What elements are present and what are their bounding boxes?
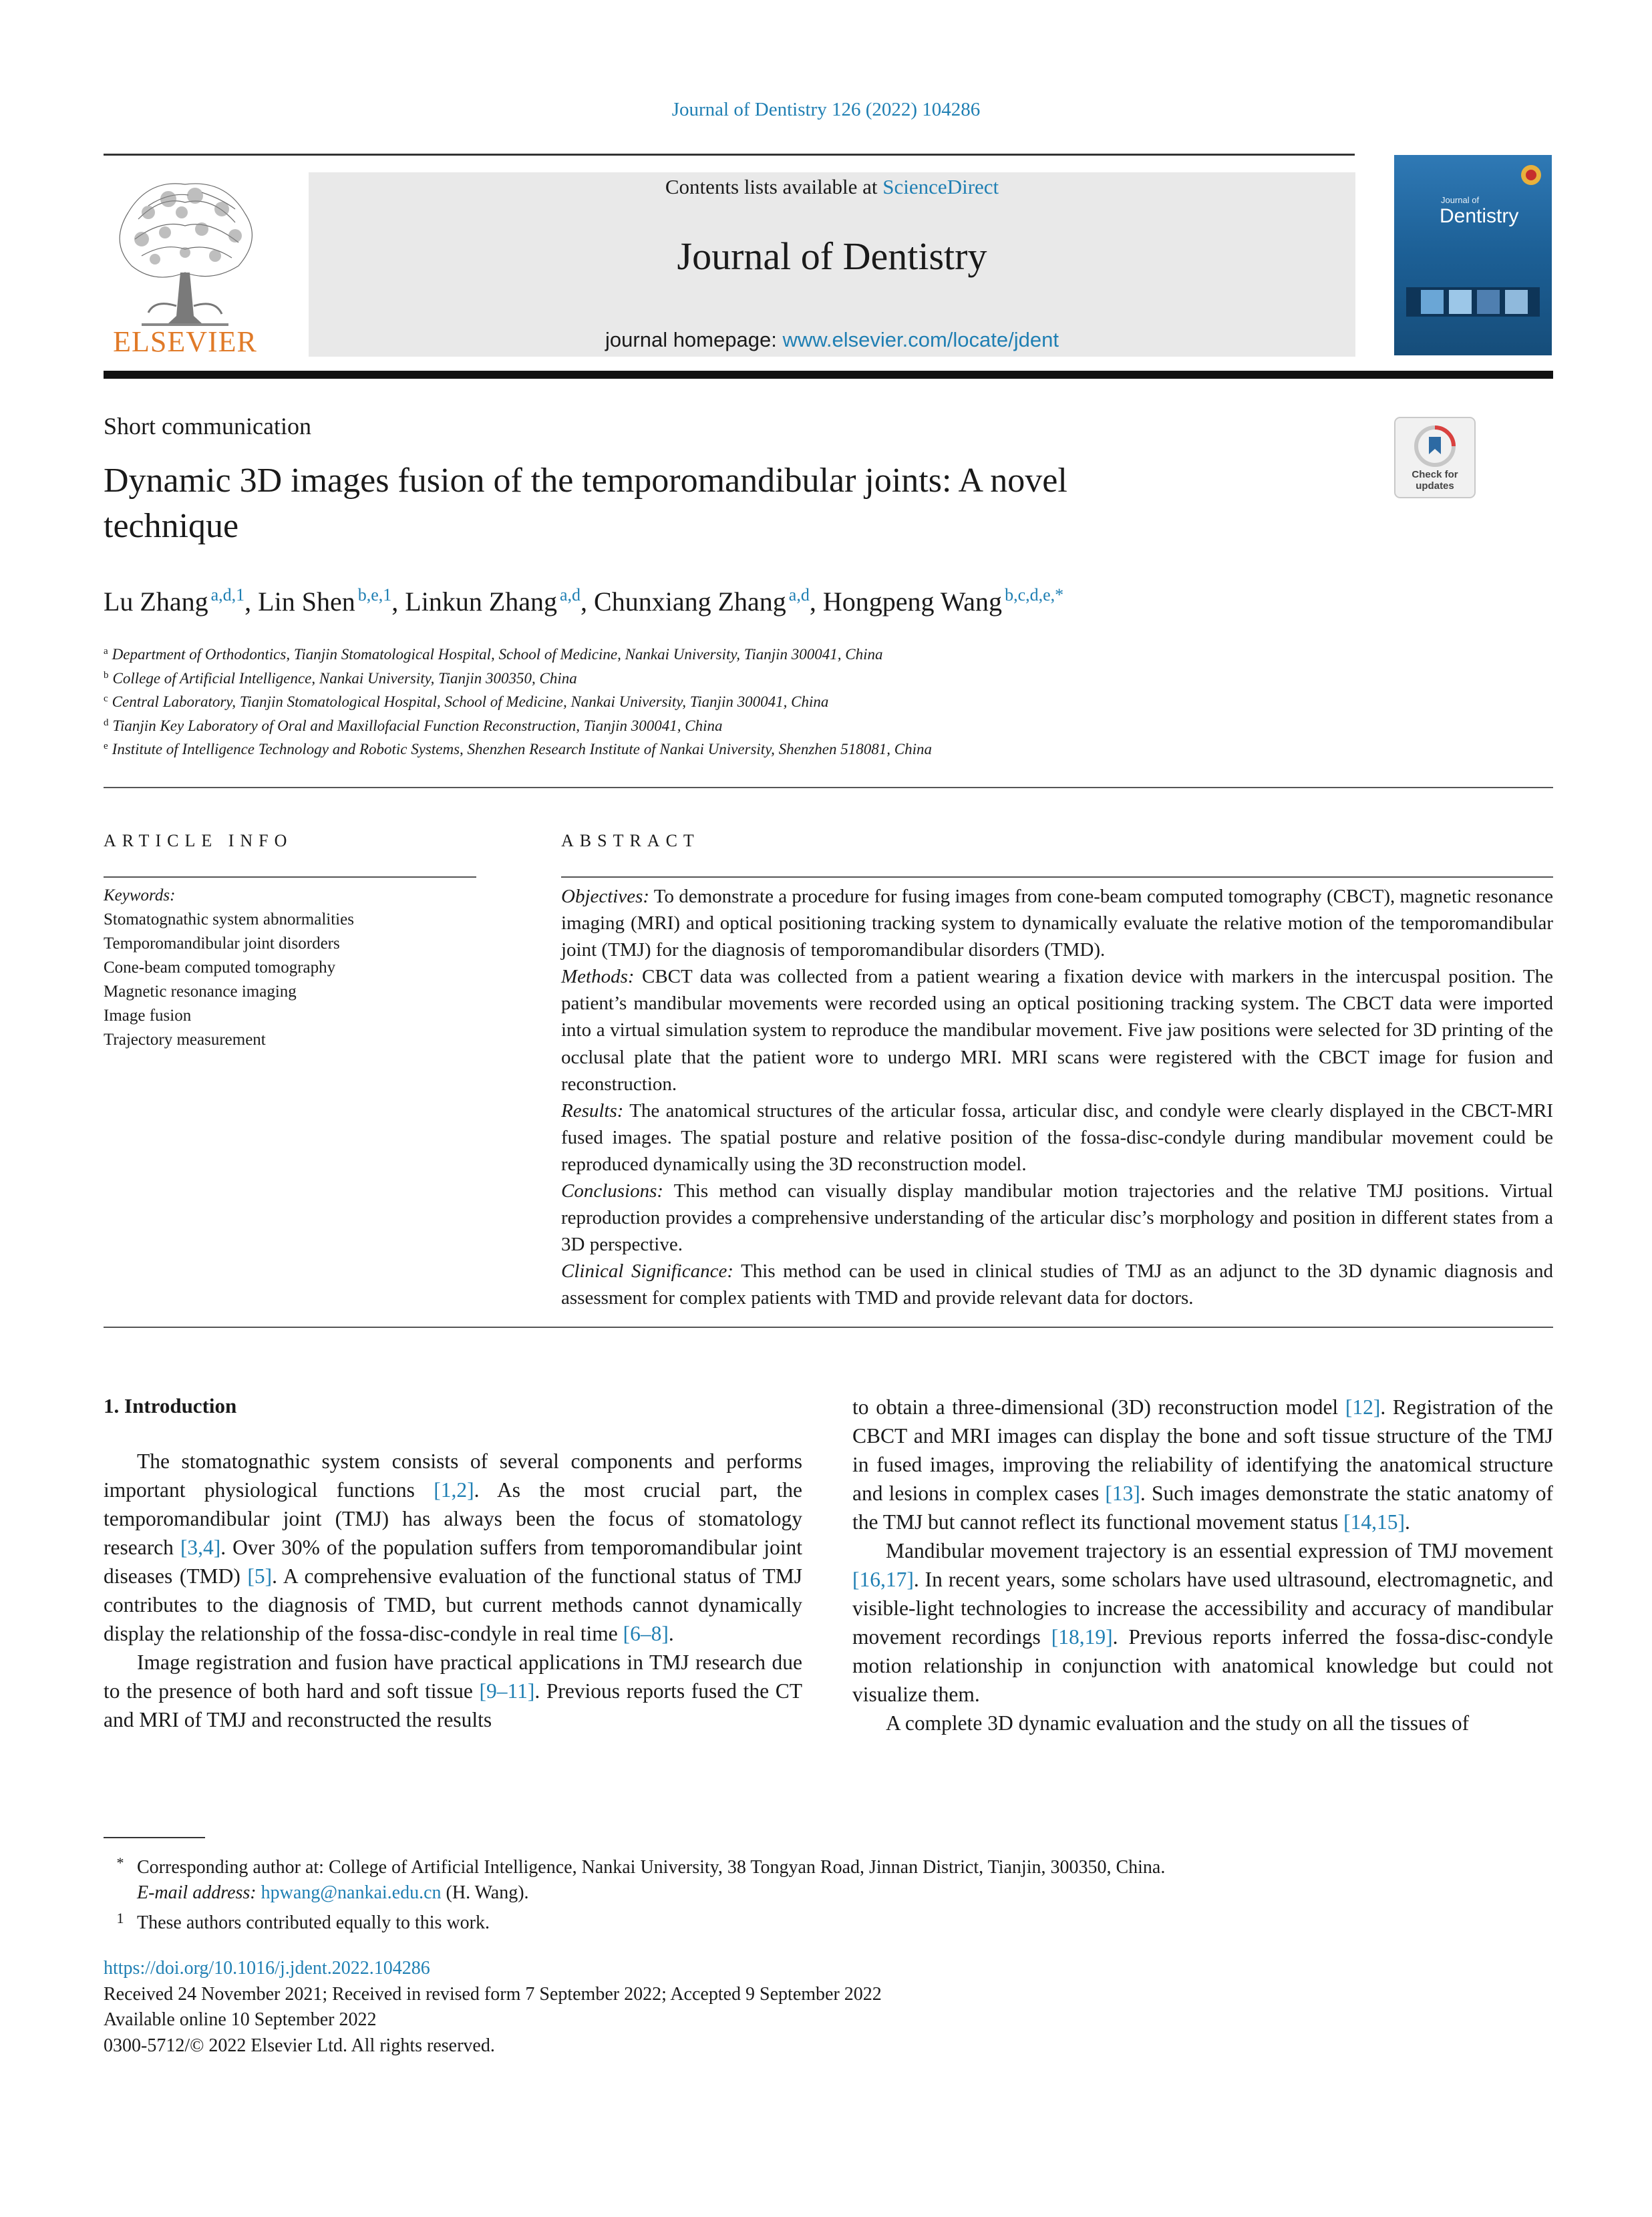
affiliation-text: Institute of Intelligence Technology and Robotic Systems, Shenzhen Research Institute of Nankai University, Shenzhen 518081, China — [112, 741, 932, 757]
author-list: Lu Zhang $^{a,d,1}$, Lin Shen $^{b,e,1}$, Linkun Zhang $^{a,d}$, Chunxiang Zhang $^{a,d}$, Hongpeng Wang $^{b,c,d,e,*}$ — [104, 585, 1064, 617]
publication-info — [104, 1956, 882, 2059]
affiliation-text: Tianjin Key Laboratory of Oral and Maxillofacial Function Reconstruction, Tianjin 300041, China — [112, 717, 723, 734]
homepage-link[interactable]: www.elsevier.com/locate/jdent — [782, 328, 1059, 351]
body-text: . Previous reports inferred the fossa-disc-condyle motion relationship in conjunction with anatomical knowledge but could not visualize them. — [852, 1625, 1554, 1706]
affiliation-mark: b — [104, 669, 109, 681]
affiliation-mark: d — [104, 717, 109, 728]
email-suffix: (H. Wang). — [441, 1882, 529, 1903]
author — [405, 586, 581, 617]
abstract-bottom-rule — [104, 1327, 1553, 1328]
keyword[interactable]: Stomatognathic system abnormalities — [104, 910, 354, 928]
check-updates-label: Check for updates — [1412, 469, 1458, 492]
citation-link[interactable]: [13] — [1105, 1482, 1140, 1505]
author-affiliation-marks[interactable]: b,c,d,e,* — [1005, 585, 1064, 605]
citation-link[interactable]: [3,4] — [180, 1536, 221, 1559]
article-info-heading: ARTICLE INFO — [104, 831, 293, 850]
abstract-text: To demonstrate a procedure for fusing images from cone-beam computed tomography (CBCT), magnetic resonance imaging (MRI) and optical positioning tracking system to dynamically evaluate the relative motion of the temporomandibular joint (TMJ) for the diagnosis of temporomandibular disorders (TMD). — [561, 886, 1553, 961]
footnote-mark: * — [116, 1854, 124, 1871]
author-affiliation-marks[interactable]: a,d — [560, 585, 581, 605]
keyword[interactable]: Magnetic resonance imaging — [104, 983, 297, 1001]
body-paragraph — [852, 1536, 1553, 1709]
homepage-line — [309, 328, 1355, 352]
header-rule — [104, 154, 1355, 156]
body-text: . As the most crucial part, the temporomandibular joint (TMJ) has always been the focus of stomatology research — [104, 1478, 802, 1559]
citation-link[interactable]: [14,15] — [1343, 1510, 1405, 1534]
body-text: . Previous reports fused the CT and MRI of TMJ and reconstructed the results — [104, 1679, 803, 1731]
abstract-label: Methods: — [561, 966, 635, 988]
body-text: A complete 3D dynamic evaluation and the study on all the tissues of — [886, 1711, 1470, 1735]
author-name: Lin Shen — [258, 586, 355, 617]
received-dates: Received 24 November 2021; Received in revised form 7 September 2022; Accepted 9 September 2022 — [104, 1983, 882, 2005]
footnote-equal-contribution — [104, 1906, 1553, 1936]
affiliation — [104, 711, 1553, 735]
abstract-section — [561, 1178, 1553, 1258]
affiliation-mark: c — [104, 693, 108, 704]
elsevier-wordmark: ELSEVIER — [113, 325, 257, 358]
article-info-rule — [104, 876, 476, 878]
author-affiliation-marks[interactable]: b,e,1 — [357, 585, 392, 605]
citation-link[interactable]: [18,19] — [1051, 1625, 1113, 1649]
homepage-prefix: journal homepage: — [605, 328, 783, 351]
cover-title-small: Journal of — [1441, 195, 1480, 205]
abstract-label: Conclusions: — [561, 1180, 664, 1202]
body-text: . — [668, 1622, 674, 1645]
abstract-section — [561, 883, 1553, 963]
article-title: Dynamic 3D images fusion of the temporomandibular joints: A novel technique — [104, 462, 1067, 545]
journal-cover[interactable] — [1394, 155, 1552, 355]
author — [104, 586, 244, 617]
author-affiliation-marks[interactable]: a,d,1 — [210, 585, 245, 605]
body-text: . Such images demonstrate the static anatomy of the TMJ but cannot reflect its functional movement status — [852, 1482, 1553, 1534]
body-paragraph — [852, 1709, 1553, 1737]
journal-name: Journal of Dentistry — [677, 234, 987, 278]
abstract-text: CBCT data was collected from a patient wearing a fixation device with markers in the intercuspal position. The patient’s mandibular movements were recorded using an optical positioning tracking system. The CBCT data were imported into a virtual simulation system to reproduce the mandibular movement. Five jaw positions were selected for 3D printing of the occlusal plate that the patient wore to undergo MRI. MRI scans were registered with the CBCT image for fusion and reconstruction. — [561, 966, 1553, 1095]
email-link[interactable]: hpwang@nankai.edu.cn — [261, 1882, 442, 1903]
author — [594, 586, 810, 617]
keyword[interactable]: Cone-beam computed tomography — [104, 959, 336, 977]
affiliation-list — [104, 640, 1553, 759]
affiliation — [104, 664, 1553, 688]
abstract-label: Objectives: — [561, 886, 650, 907]
body-paragraph — [104, 1648, 802, 1734]
affiliation — [104, 735, 1553, 759]
author — [258, 586, 391, 617]
footnote-corresponding — [104, 1850, 1553, 1880]
sciencedirect-link[interactable]: ScienceDirect — [882, 175, 999, 198]
abstract-section — [561, 963, 1553, 1097]
abstract-label: Clinical Significance: — [561, 1260, 734, 1283]
affiliation-mark: e — [104, 741, 108, 751]
elsevier-logo — [102, 172, 269, 357]
affiliation-mark: a — [104, 646, 108, 657]
footnote-email — [104, 1880, 1553, 1906]
author-affiliation-marks[interactable]: a,d — [788, 585, 810, 605]
affiliation-text: College of Artificial Intelligence, Nankai University, Tianjin 300350, China — [112, 669, 577, 687]
abstract-body — [561, 883, 1553, 1312]
body-text: . Over 30% of the population suffers from temporomandibular joint diseases (TMD) — [104, 1536, 803, 1588]
abstract-section — [561, 1097, 1553, 1178]
section-heading-introduction: 1. Introduction — [104, 1394, 237, 1417]
body-text: . In recent years, some scholars have used ultrasound, electromagnetic, and visible-light technologies to increase the accessibility and accuracy of mandibular movement recordings — [852, 1568, 1553, 1649]
available-online: Available online 10 September 2022 — [104, 2009, 377, 2030]
body-column-right — [852, 1393, 1553, 1737]
abstract-section — [561, 1258, 1553, 1311]
body-column-left — [104, 1447, 802, 1734]
article-type: Short communication — [104, 413, 311, 440]
citation-link[interactable]: [6–8] — [623, 1622, 669, 1645]
affiliation — [104, 687, 1553, 711]
abstract-text: This method can visually display mandibular motion trajectories and the relative TMJ positions. Virtual reproduction provides a comprehensive understanding of the articular disc’s morphology and position in different states from a 3D perspective. — [561, 1180, 1553, 1256]
body-text: . A comprehensive evaluation of the functional status of TMJ contributes to the diagnosis of TMD, but current methods cannot dynamically display the relationship of the fossa-disc-condyle in real time — [104, 1564, 802, 1645]
affiliation-rule — [104, 787, 1553, 788]
keyword[interactable]: Trajectory measurement — [104, 1031, 266, 1049]
check-for-updates-button[interactable] — [1394, 417, 1476, 498]
abstract-rule — [561, 876, 1553, 878]
footnote-mark: 1 — [116, 1910, 124, 1926]
citation-link[interactable]: [9–11] — [479, 1679, 535, 1703]
footnotes — [104, 1850, 1553, 1936]
keyword-list — [104, 908, 478, 1052]
body-text: The stomatognathic system consists of several components and performs important physiological functions — [104, 1449, 802, 1502]
abstract-heading: ABSTRACT — [561, 831, 700, 850]
author-name: Lu Zhang — [104, 586, 208, 617]
body-paragraph — [852, 1393, 1553, 1536]
header-rule-thick — [104, 371, 1553, 379]
doi-link[interactable]: https://doi.org/10.1016/j.jdent.2022.104286 — [104, 1958, 430, 1979]
keywords-label: Keywords: — [104, 886, 176, 904]
keyword[interactable]: Image fusion — [104, 1007, 192, 1025]
abstract-text: This method can be used in clinical studies of TMJ as an adjunct to the 3D dynamic diagnosis and assessment for complex patients with TMD and provide relevant data for doctors. — [561, 1260, 1553, 1309]
contents-prefix: Contents lists available at — [665, 175, 883, 198]
abstract-text: The anatomical structures of the articular fossa, articular disc, and condyle were clearly displayed in the CBCT-MRI fused images. The spatial posture and relative position of the fossa-disc-condyle during mandibular movement could be reproduced dynamically using the 3D reconstruction model. — [561, 1099, 1553, 1175]
body-text: . Registration of the CBCT and MRI images can display the bone and soft tissue structure of the TMJ in fused images, improving the reliability of identifying the anatomical structure and lesions in complex cases — [852, 1395, 1554, 1505]
corresponding-text: Corresponding author at: College of Artificial Intelligence, Nankai University, 38 Tongyan Road, Jinnan District, Tianjin, 300350, China. — [137, 1857, 1166, 1878]
citation-link[interactable]: [16,17] — [852, 1568, 914, 1591]
journal-cover-image — [1394, 155, 1552, 355]
author — [823, 586, 1063, 617]
body-text: . — [1405, 1510, 1410, 1534]
affiliation-text: Central Laboratory, Tianjin Stomatological Hospital, School of Medicine, Nankai University, Tianjin 300041, China — [112, 693, 829, 710]
keywords-block — [104, 884, 478, 1052]
abstract-label: Results: — [561, 1099, 624, 1122]
body-paragraph — [104, 1447, 802, 1648]
body-text: Mandibular movement trajectory is an essential expression of TMJ movement — [886, 1539, 1553, 1562]
keyword[interactable]: Temporomandibular joint disorders — [104, 934, 340, 953]
equal-text: These authors contributed equally to this work. — [137, 1912, 490, 1933]
citation-link[interactable]: [1,2] — [434, 1478, 474, 1502]
copyright: 0300-5712/© 2022 Elsevier Ltd. All rights reserved. — [104, 2035, 495, 2056]
citation-link[interactable]: [12] — [1345, 1395, 1381, 1419]
footnote-rule — [104, 1837, 205, 1838]
citation-link[interactable]: [5] — [247, 1564, 273, 1588]
journal-reference[interactable]: Journal of Dentistry 126 (2022) 104286 — [671, 99, 981, 120]
body-text: Image registration and fusion have practical applications in TMJ research due to the presence of both hard and soft tissue — [104, 1651, 802, 1703]
author-name: Linkun Zhang — [405, 586, 557, 617]
author-name: Hongpeng Wang — [822, 586, 1003, 617]
body-text: to obtain a three-dimensional (3D) reconstruction model — [852, 1395, 1345, 1419]
author-name: Chunxiang Zhang — [594, 586, 786, 617]
contents-line — [309, 175, 1355, 199]
email-label: E-mail address: — [137, 1882, 257, 1903]
cover-title: Dentistry — [1440, 205, 1519, 227]
affiliation-text: Department of Orthodontics, Tianjin Stomatological Hospital, School of Medicine, Nankai University, Tianjin 300041, China — [112, 646, 883, 663]
affiliation — [104, 640, 1553, 664]
